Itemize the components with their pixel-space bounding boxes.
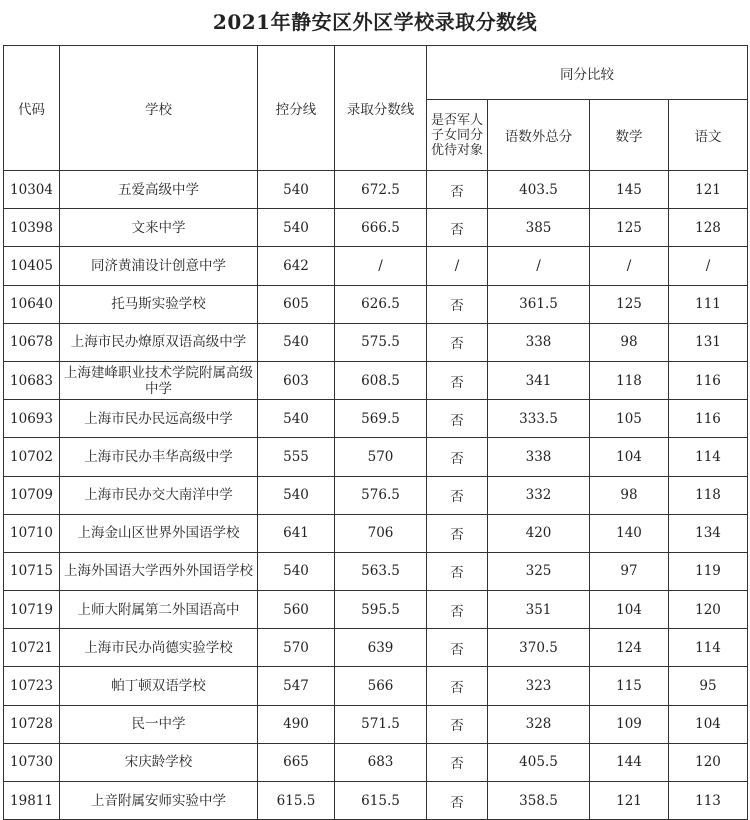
cell-admission: 672.5 bbox=[335, 171, 427, 209]
header-military-priority: 是否军人子女同分优待对象 bbox=[427, 100, 488, 171]
cell-school: 帕丁顿双语学校 bbox=[60, 667, 258, 705]
cell-military: 否 bbox=[427, 514, 488, 552]
cell-military: 否 bbox=[427, 476, 488, 514]
cell-code: 10702 bbox=[4, 438, 60, 476]
cell-control: 540 bbox=[258, 400, 335, 438]
cell-math: 124 bbox=[590, 629, 669, 667]
cell-military: 否 bbox=[427, 705, 488, 743]
cell-control: 540 bbox=[258, 209, 335, 247]
cell-total: 323 bbox=[488, 667, 590, 705]
cell-math: 98 bbox=[590, 323, 669, 361]
cell-code: 10730 bbox=[4, 743, 60, 781]
table-row bbox=[4, 705, 748, 743]
cell-math: 118 bbox=[590, 361, 669, 399]
cell-chinese: 95 bbox=[669, 667, 748, 705]
cell-code: 10721 bbox=[4, 629, 60, 667]
cell-chinese: 120 bbox=[669, 743, 748, 781]
cell-admission: 639 bbox=[335, 629, 427, 667]
table-row bbox=[4, 476, 748, 514]
admission-scores-table bbox=[3, 45, 748, 820]
header-code: 代码 bbox=[4, 46, 60, 171]
cell-code: 10304 bbox=[4, 171, 60, 209]
cell-military: 否 bbox=[427, 438, 488, 476]
cell-military: / bbox=[427, 247, 488, 285]
cell-code: 10398 bbox=[4, 209, 60, 247]
cell-military: 否 bbox=[427, 171, 488, 209]
cell-chinese: 120 bbox=[669, 591, 748, 629]
cell-total: 333.5 bbox=[488, 400, 590, 438]
cell-chinese: 121 bbox=[669, 171, 748, 209]
cell-control: 540 bbox=[258, 171, 335, 209]
cell-military: 否 bbox=[427, 552, 488, 590]
table-row bbox=[4, 209, 748, 247]
cell-control: 547 bbox=[258, 667, 335, 705]
cell-admission: 575.5 bbox=[335, 323, 427, 361]
cell-control: 490 bbox=[258, 705, 335, 743]
cell-total: 328 bbox=[488, 705, 590, 743]
table-row bbox=[4, 285, 748, 323]
cell-school: 上海市民办燎原双语高级中学 bbox=[60, 323, 258, 361]
cell-school: 上海市民办丰华高级中学 bbox=[60, 438, 258, 476]
cell-chinese: 114 bbox=[669, 629, 748, 667]
cell-admission: 626.5 bbox=[335, 285, 427, 323]
cell-total: 405.5 bbox=[488, 743, 590, 781]
cell-chinese: 104 bbox=[669, 705, 748, 743]
cell-control: 642 bbox=[258, 247, 335, 285]
cell-admission: / bbox=[335, 247, 427, 285]
cell-total: 358.5 bbox=[488, 782, 590, 820]
cell-school: 上海市民办民远高级中学 bbox=[60, 400, 258, 438]
header-school: 学校 bbox=[60, 46, 258, 171]
cell-control: 641 bbox=[258, 514, 335, 552]
cell-school: 民一中学 bbox=[60, 705, 258, 743]
table-row bbox=[4, 629, 748, 667]
cell-code: 10715 bbox=[4, 552, 60, 590]
cell-control: 560 bbox=[258, 591, 335, 629]
cell-chinese: 114 bbox=[669, 438, 748, 476]
cell-code: 10640 bbox=[4, 285, 60, 323]
cell-math: 109 bbox=[590, 705, 669, 743]
cell-school: 上海金山区世界外国语学校 bbox=[60, 514, 258, 552]
cell-military: 否 bbox=[427, 667, 488, 705]
cell-control: 570 bbox=[258, 629, 335, 667]
cell-school: 上海市民办尚德实验学校 bbox=[60, 629, 258, 667]
table-row bbox=[4, 247, 748, 285]
table-row bbox=[4, 438, 748, 476]
cell-control: 665 bbox=[258, 743, 335, 781]
cell-math: 115 bbox=[590, 667, 669, 705]
cell-school: 五爱高级中学 bbox=[60, 171, 258, 209]
header-control-line: 控分线 bbox=[258, 46, 335, 171]
cell-code: 10709 bbox=[4, 476, 60, 514]
cell-chinese: 118 bbox=[669, 476, 748, 514]
cell-math: 98 bbox=[590, 476, 669, 514]
cell-total: 332 bbox=[488, 476, 590, 514]
table-row bbox=[4, 667, 748, 705]
cell-math: / bbox=[590, 247, 669, 285]
cell-military: 否 bbox=[427, 285, 488, 323]
cell-control: 603 bbox=[258, 361, 335, 399]
cell-total: 361.5 bbox=[488, 285, 590, 323]
table-row bbox=[4, 743, 748, 781]
cell-admission: 706 bbox=[335, 514, 427, 552]
header-admission-line: 录取分数线 bbox=[335, 46, 427, 171]
cell-total: 338 bbox=[488, 438, 590, 476]
cell-military: 否 bbox=[427, 361, 488, 399]
cell-military: 否 bbox=[427, 591, 488, 629]
cell-math: 104 bbox=[590, 438, 669, 476]
cell-admission: 571.5 bbox=[335, 705, 427, 743]
cell-school: 上海外国语大学西外外国语学校 bbox=[60, 552, 258, 590]
header-same-score-group: 同分比较 bbox=[427, 46, 748, 100]
cell-control: 615.5 bbox=[258, 782, 335, 820]
cell-code: 19811 bbox=[4, 782, 60, 820]
cell-school: 托马斯实验学校 bbox=[60, 285, 258, 323]
cell-chinese: 111 bbox=[669, 285, 748, 323]
cell-code: 10693 bbox=[4, 400, 60, 438]
cell-military: 否 bbox=[427, 400, 488, 438]
cell-control: 605 bbox=[258, 285, 335, 323]
cell-math: 125 bbox=[590, 285, 669, 323]
cell-math: 140 bbox=[590, 514, 669, 552]
cell-admission: 666.5 bbox=[335, 209, 427, 247]
cell-total: 341 bbox=[488, 361, 590, 399]
cell-total: 338 bbox=[488, 323, 590, 361]
cell-control: 540 bbox=[258, 552, 335, 590]
table-row bbox=[4, 514, 748, 552]
cell-chinese: 128 bbox=[669, 209, 748, 247]
table-row bbox=[4, 552, 748, 590]
cell-chinese: 113 bbox=[669, 782, 748, 820]
cell-control: 540 bbox=[258, 476, 335, 514]
cell-admission: 566 bbox=[335, 667, 427, 705]
cell-admission: 563.5 bbox=[335, 552, 427, 590]
header-math: 数学 bbox=[590, 100, 669, 171]
cell-math: 125 bbox=[590, 209, 669, 247]
cell-math: 144 bbox=[590, 743, 669, 781]
page-title: 2021年静安区外区学校录取分数线 bbox=[212, 10, 538, 34]
cell-chinese: / bbox=[669, 247, 748, 285]
cell-school: 上音附属安师实验中学 bbox=[60, 782, 258, 820]
cell-admission: 576.5 bbox=[335, 476, 427, 514]
cell-school: 上海市民办交大南洋中学 bbox=[60, 476, 258, 514]
cell-code: 10683 bbox=[4, 361, 60, 399]
cell-code: 10719 bbox=[4, 591, 60, 629]
cell-school: 同济黄浦设计创意中学 bbox=[60, 247, 258, 285]
header-chinese: 语文 bbox=[669, 100, 748, 171]
cell-total: 403.5 bbox=[488, 171, 590, 209]
cell-school: 宋庆龄学校 bbox=[60, 743, 258, 781]
cell-math: 121 bbox=[590, 782, 669, 820]
table-row bbox=[4, 591, 748, 629]
cell-military: 否 bbox=[427, 782, 488, 820]
cell-total: 370.5 bbox=[488, 629, 590, 667]
cell-chinese: 116 bbox=[669, 361, 748, 399]
cell-chinese: 134 bbox=[669, 514, 748, 552]
cell-chinese: 116 bbox=[669, 400, 748, 438]
cell-admission: 569.5 bbox=[335, 400, 427, 438]
cell-total: 325 bbox=[488, 552, 590, 590]
cell-code: 10710 bbox=[4, 514, 60, 552]
cell-code: 10728 bbox=[4, 705, 60, 743]
cell-school: 文来中学 bbox=[60, 209, 258, 247]
cell-admission: 683 bbox=[335, 743, 427, 781]
cell-admission: 570 bbox=[335, 438, 427, 476]
table-row bbox=[4, 782, 748, 820]
table-row bbox=[4, 361, 748, 399]
cell-code: 10678 bbox=[4, 323, 60, 361]
cell-math: 97 bbox=[590, 552, 669, 590]
table-row bbox=[4, 323, 748, 361]
cell-math: 145 bbox=[590, 171, 669, 209]
table-row bbox=[4, 171, 748, 209]
cell-admission: 608.5 bbox=[335, 361, 427, 399]
cell-chinese: 119 bbox=[669, 552, 748, 590]
cell-school: 上师大附属第二外国语高中 bbox=[60, 591, 258, 629]
table-row bbox=[4, 400, 748, 438]
cell-total: / bbox=[488, 247, 590, 285]
cell-military: 否 bbox=[427, 323, 488, 361]
cell-military: 否 bbox=[427, 629, 488, 667]
cell-total: 385 bbox=[488, 209, 590, 247]
cell-code: 10405 bbox=[4, 247, 60, 285]
cell-code: 10723 bbox=[4, 667, 60, 705]
cell-school: 上海建峰职业技术学院附属高级中学 bbox=[60, 361, 258, 399]
header-total-excl-lang: 语数外总分 bbox=[488, 100, 590, 171]
cell-total: 420 bbox=[488, 514, 590, 552]
cell-military: 否 bbox=[427, 743, 488, 781]
cell-control: 555 bbox=[258, 438, 335, 476]
cell-admission: 595.5 bbox=[335, 591, 427, 629]
cell-military: 否 bbox=[427, 209, 488, 247]
cell-total: 351 bbox=[488, 591, 590, 629]
cell-control: 540 bbox=[258, 323, 335, 361]
cell-chinese: 131 bbox=[669, 323, 748, 361]
cell-admission: 615.5 bbox=[335, 782, 427, 820]
cell-math: 105 bbox=[590, 400, 669, 438]
cell-math: 104 bbox=[590, 591, 669, 629]
